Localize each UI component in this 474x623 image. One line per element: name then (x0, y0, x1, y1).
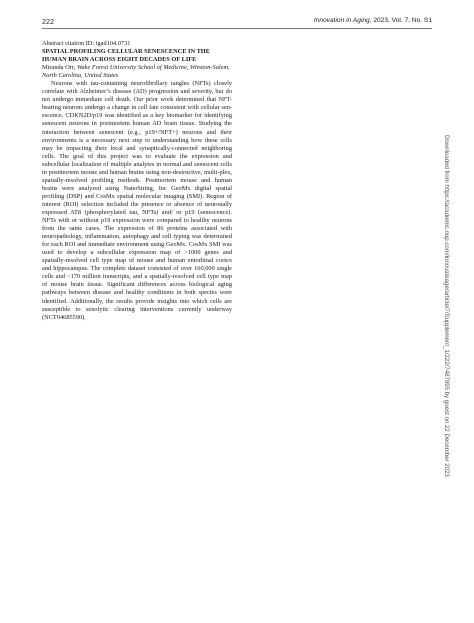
running-header (314, 17, 432, 24)
journal-issue: 2023, Vol. 7, No. S1 (371, 17, 432, 24)
author-line (42, 64, 232, 80)
download-watermark-link[interactable]: Downloaded from https://academic.oup.com/innovateage/article/7/Supplement_1/222/7487995 by guest on 22 December 2023 (443, 135, 450, 477)
abstract-title: SPATIAL PROFILING CELLULAR SENESCENCE IN THE HUMAN BRAIN ACROSS EIGHT DECADES OF LIFE (42, 48, 210, 64)
citation-id: Abstract citation ID: igad104.0731 (42, 40, 131, 47)
abstract-body: Neurons with tau-containing neurofibrillary tangles (NFTs) closely correlate with Alzheimer’s disease (AD) progression and severity, but do not undergo immediate cell death. Our prior work determined that NFT-bearing neurons undergo a change in cell fate consistent with cellular senescence. CDKN2D/p19 was identified as a key biomarker for identifying senescent neurons in postmortem human AD brain tissue. Studying the interaction between senescent (e.g., p19+/NFT+) neurons and their environments is a necessary next step to understanding how these cells may be impacting their local and synaptically-connected neighboring cells. The goal of this project was to evaluate the expression and subcellular localization of multiple analytes in normal and senescent cells in postmortem mouse and human brains using non-destructive, multi-plex, spatially-resolved profiling methods. Postmortem mouse and human brains were analyzed using NanoString, Inc GeoMx digital spatial profiling (DSP) and CosMx spatial molecular imaging (SMI). Region of interest (ROI) selection included the presence or absence of neuronally expressed AT8 (phosphorylated tau, NFTs) and/ or p19 (senescence). NFTs with or without p19 expression were compared to healthy neurons from the same cases. The expression of 86 proteins associated with neuropathology, inflammation, autophagy and cell typing was determined for each ROI and immediate environment using GeoMx. CosMx SMI was used to develop a subcellular expression map of >1000 genes and spatially-resolved cell type map of mouse and human entorhinal cortex and hippocampus. The complete dataset consisted of over 160,000 single cells and ~170 million transcripts, and a spatially-resolved cell type map of mouse brain tissue. Significant differences across biological aging pathways between disease and healthy conditions in both species were identified. Additionally, the results provide insights into which cells are susceptible to senolytic clearing interventions currently underway (NCT04685590). (42, 80, 232, 321)
author-affiliation: Wake Forest University School of Medicine, Winston-Salem, North Carolina, United States (42, 64, 230, 80)
journal-name: Innovation in Aging, (313, 17, 372, 24)
abstract-article (42, 40, 232, 322)
header-divider (42, 28, 432, 29)
page-number: 222 (42, 17, 54, 26)
author-name: Miranda Orr, (42, 64, 76, 72)
